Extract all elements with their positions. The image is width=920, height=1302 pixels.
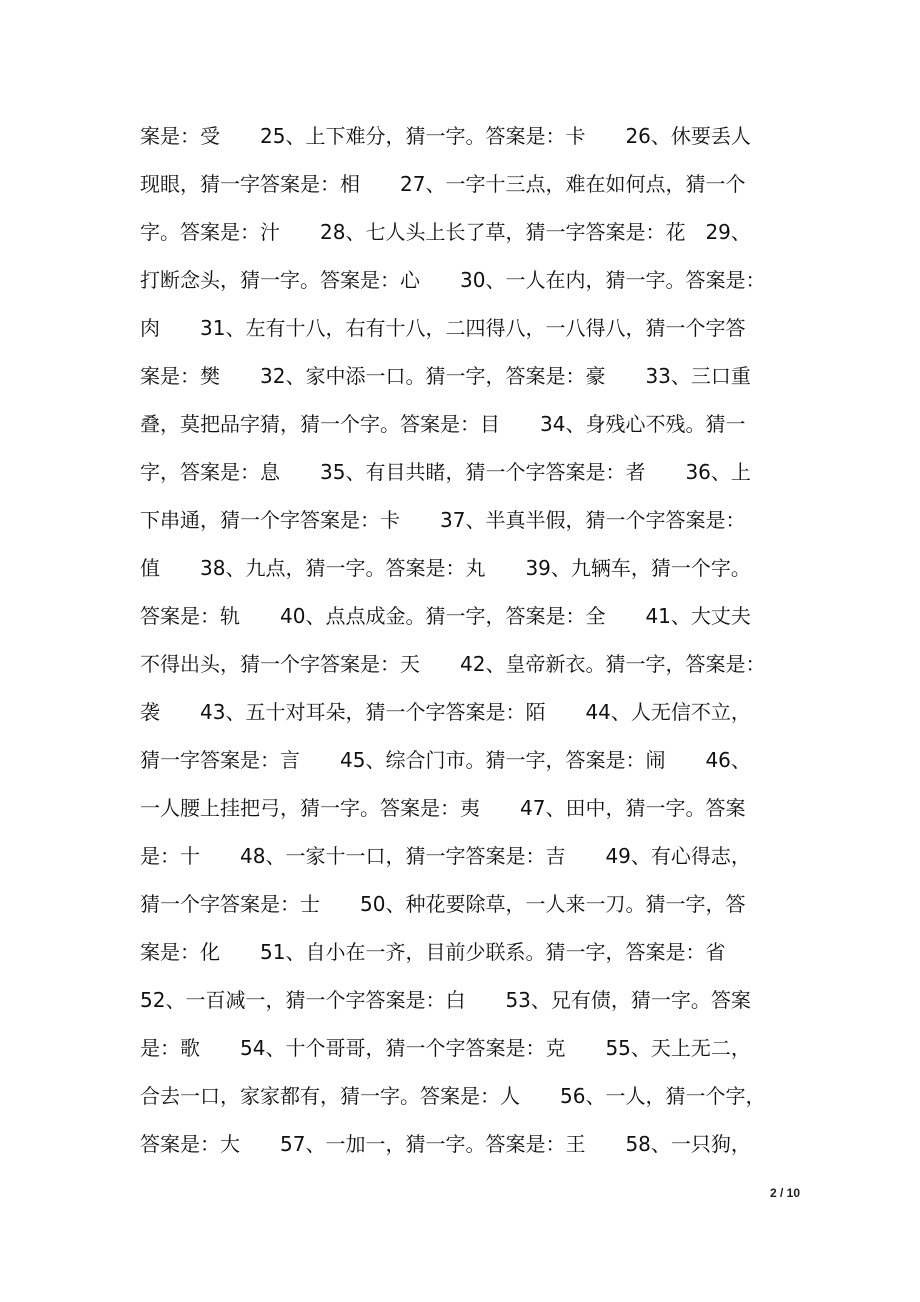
text-line: 是：歌 54、十个哥哥，猜一个字答案是：克 55、天上无二， [140,1036,751,1060]
text-line: 案是：樊 32、家中添一口。猜一字，答案是：豪 33、三口重 [140,364,751,388]
text-line: 字。答案是：汁 28、七人头上长了草，猜一字答案是：花 29、 [140,220,751,244]
text-line: 合去一口，家家都有，猜一字。答案是：人 56、一人，猜一个字， [140,1084,766,1108]
text-line: 字，答案是：息 35、有目共睹，猜一个字答案是：者 36、上 [140,460,751,484]
text-line: 52、一百减一，猜一个字答案是：白 53、兄有债，猜一字。答案 [140,988,751,1012]
text-line: 叠，莫把品字猜，猜一个字。答案是：目 34、身残心不残。猜一 [140,412,746,436]
text-line: 猜一个字答案是：士 50、种花要除草，一人来一刀。猜一字，答 [140,892,746,916]
text-line: 打断念头，猜一字。答案是：心 30、一人在内，猜一字。答案是： [140,268,766,292]
text-line: 肉 31、左有十八，右有十八，二四得八，一八得八，猜一个字答 [140,316,746,340]
text-line: 猜一字答案是：言 45、综合门市。猜一字，答案是：闹 46、 [140,748,751,772]
text-line: 现眼，猜一字答案是：相 27、一字十三点，难在如何点，猜一个 [140,172,746,196]
text-line: 案是：化 51、自小在一齐，目前少联系。猜一字，答案是：省 [140,940,726,964]
body-text [140,112,800,1168]
page-number: 2 / 10 [769,1186,800,1200]
text-line: 袭 43、五十对耳朵，猜一个字答案是：陌 44、人无信不立， [140,700,751,724]
text-line: 案是：受 25、上下难分，猜一字。答案是：卡 26、休要丢人 [140,124,751,148]
text-line: 不得出头，猜一个字答案是：天 42、皇帝新衣。猜一字，答案是： [140,652,766,676]
text-line: 下串通，猜一个字答案是：卡 37、半真半假，猜一个字答案是： [140,508,746,532]
text-line: 一人腰上挂把弓，猜一字。答案是：夷 47、田中，猜一字。答案 [140,796,746,820]
text-line: 答案是：轨 40、点点成金。猜一字，答案是：全 41、大丈夫 [140,604,751,628]
text-line: 是：十 48、一家十一口，猜一字答案是：吉 49、有心得志， [140,844,751,868]
text-line: 答案是：大 57、一加一，猜一字。答案是：王 58、一只狗， [140,1132,751,1156]
text-line: 值 38、九点，猜一字。答案是：丸 39、九辆车，猜一个字。 [140,556,751,580]
